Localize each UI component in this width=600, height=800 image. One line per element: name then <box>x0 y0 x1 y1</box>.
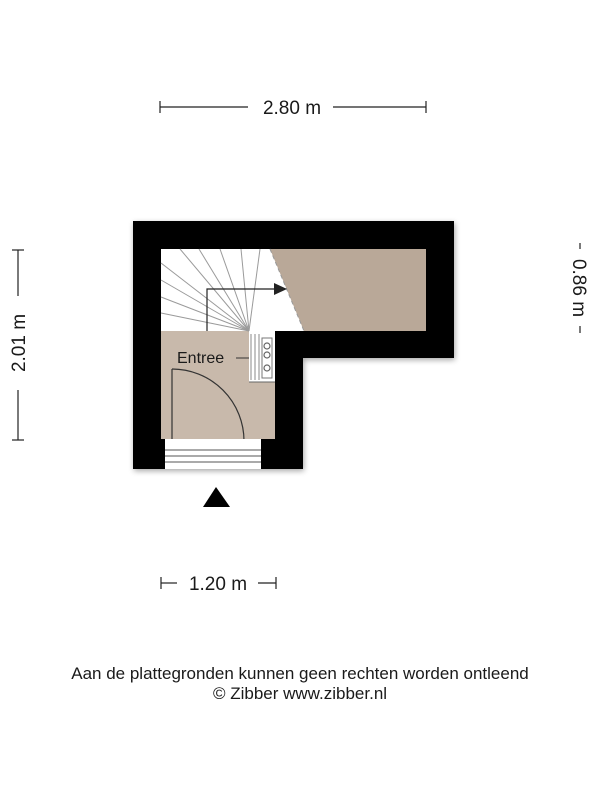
dimension-bottom-label: 1.20 m <box>188 574 248 595</box>
dimension-right-label: 0.86 m <box>568 258 589 318</box>
dimension-right <box>568 243 589 333</box>
dimension-left-label: 2.01 m <box>9 313 30 373</box>
dimension-bottom <box>161 574 276 595</box>
entrance-marker-icon <box>203 487 230 507</box>
door-threshold <box>161 439 265 469</box>
room-label-entree: Entree <box>177 350 225 367</box>
disclaimer-text: Aan de plattegronden kunnen geen rechten worden ontleend <box>71 664 529 683</box>
dimension-left <box>9 250 30 440</box>
dimension-top <box>160 98 426 119</box>
dimension-top-label: 2.80 m <box>262 98 322 119</box>
copyright-text: © Zibber www.zibber.nl <box>212 684 388 703</box>
